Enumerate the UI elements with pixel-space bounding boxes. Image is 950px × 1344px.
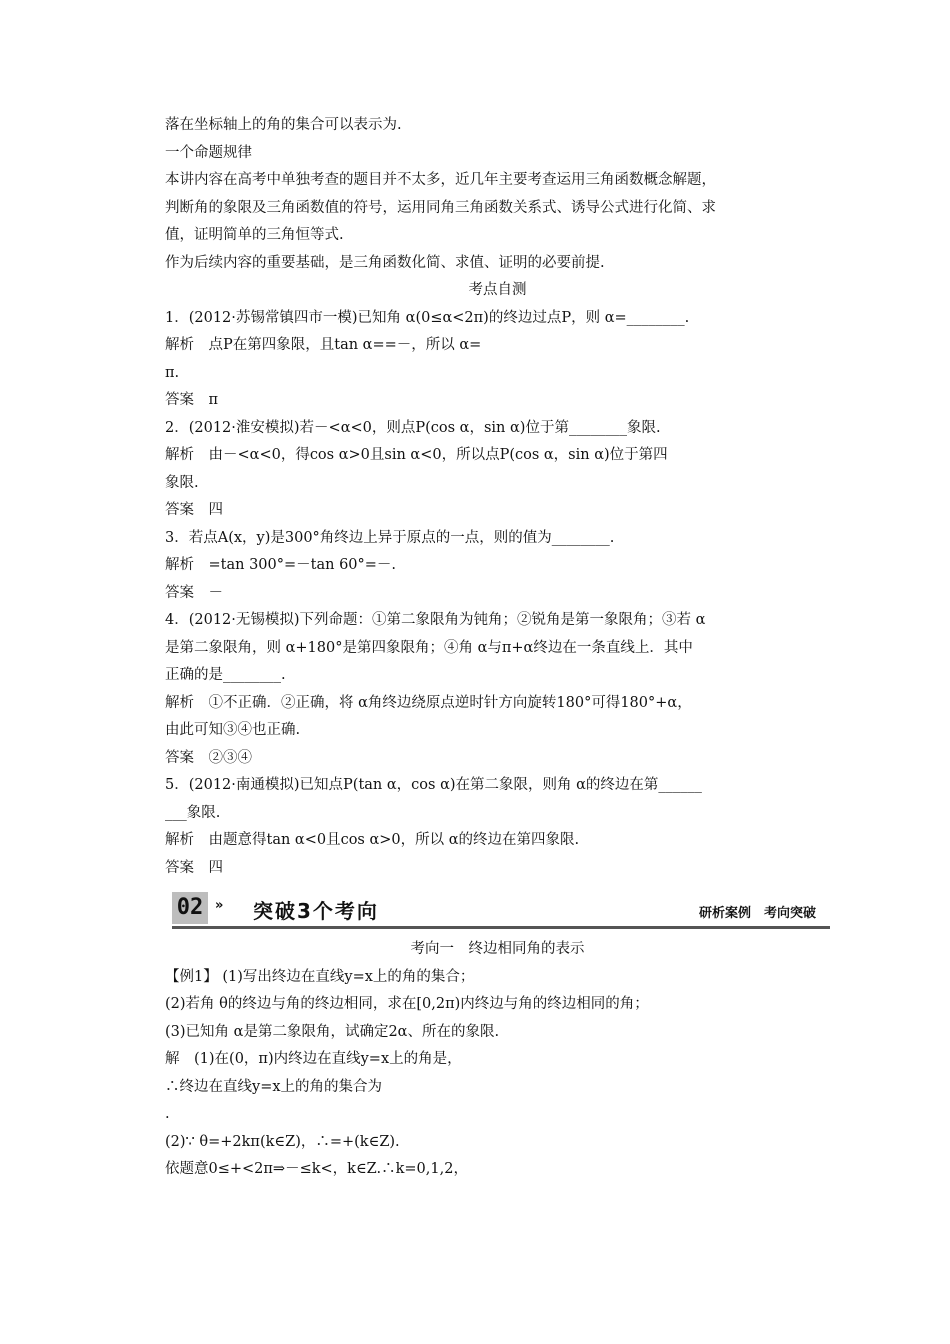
text-line: 解析 由－<α<0，得cos α>0且sin α<0，所以点P(cos α，sin α)位于第四 bbox=[165, 447, 668, 463]
text-line: 2．(2012·淮安模拟)若－<α<0，则点P(cos α，sin α)位于第________象限. bbox=[165, 419, 661, 436]
text-line: 答案 π bbox=[165, 392, 219, 408]
text-line: π. bbox=[165, 364, 180, 381]
text-line: 是第二象限角，则 α+180°是第四象限角；④角 α与π+α终边在一条直线上．其中 bbox=[165, 639, 693, 656]
banner-number: 02 bbox=[172, 892, 208, 924]
text-line: 解析 由题意得tan α<0且cos α>0，所以 α的终边在第四象限. bbox=[165, 832, 580, 848]
intro-block bbox=[165, 112, 830, 277]
text-line: ___象限. bbox=[165, 804, 221, 821]
text-line: 5．(2012·南通模拟)已知点P(tan α，cos α)在第二象限，则角 α的终边在第______ bbox=[165, 777, 702, 793]
section-banner bbox=[165, 890, 830, 930]
banner-subtitle: 研析案例 考向突破 bbox=[698, 906, 816, 921]
text-line: 一个命题规律 bbox=[165, 144, 252, 161]
banner-rule bbox=[172, 926, 830, 929]
text-line: 3．若点A(x，y)是300°角终边上异于原点的一点，则的值为________. bbox=[165, 529, 615, 546]
text-line: . bbox=[165, 1106, 170, 1122]
text-line: ∴终边在直线y=x上的角的集合为 bbox=[165, 1078, 383, 1095]
document-page bbox=[165, 112, 830, 1184]
text-line: 判断角的象限及三角函数值的符号，运用同角三角函数关系式、诱导公式进行化简、求 bbox=[165, 199, 716, 216]
text-line: (3)已知角 α是第二象限角，试确定2α、所在的象限. bbox=[165, 1023, 500, 1040]
text-line: 解析 =tan 300°=－tan 60°=－. bbox=[165, 557, 397, 573]
text-line: (2)若角 θ的终边与角的终边相同，求在[0,2π)内终边与角的终边相同的角； bbox=[165, 996, 649, 1012]
text-line: 【例1】 (1)写出终边在直线y=x上的角的集合； bbox=[165, 968, 475, 985]
text-line: 由此可知③④也正确. bbox=[165, 722, 301, 738]
example-block bbox=[165, 964, 830, 1184]
text-line: 作为后续内容的重要基础，是三角函数化简、求值、证明的必要前提. bbox=[165, 254, 605, 271]
text-line: 答案 四 bbox=[165, 502, 223, 518]
text-line: 1．(2012·苏锡常镇四市一模)已知角 α(0≤α<2π)的终边过点P，则 α=________. bbox=[165, 309, 690, 326]
self-test-block bbox=[165, 305, 830, 883]
text-line: (2)∵ θ=+2kπ(k∈Z)，∴=+(k∈Z). bbox=[165, 1133, 400, 1150]
text-line: 本讲内容在高考中单独考查的题目并不太多，近几年主要考查运用三角函数概念解题， bbox=[165, 172, 716, 188]
text-line: 答案 ②③④ bbox=[165, 749, 252, 766]
double-chevron-icon: » bbox=[215, 898, 224, 913]
section-title: 考点自测 bbox=[468, 282, 527, 298]
text-line: 落在坐标轴上的角的集合可以表示为. bbox=[165, 117, 402, 133]
text-line: 值，证明简单的三角恒等式. bbox=[165, 227, 344, 243]
text-line: 正确的是________. bbox=[165, 667, 286, 683]
text-line: 象限. bbox=[165, 474, 199, 491]
text-line: 4．(2012·无锡模拟)下列命题：①第二象限角为钝角；②锐角是第一象限角；③若 α bbox=[165, 612, 706, 628]
subsection-title: 考向一 终边相同角的表示 bbox=[410, 941, 585, 957]
text-line: 答案 四 bbox=[165, 859, 223, 876]
text-line: 解析 ①不正确．②正确，将 α角终边绕原点逆时针方向旋转180°可得180°+α， bbox=[165, 694, 692, 711]
text-line: 答案 － bbox=[165, 584, 223, 601]
banner-title: 突破3个考向 bbox=[253, 899, 379, 923]
text-line: 解 (1)在(0，π)内终边在直线y=x上的角是， bbox=[165, 1051, 462, 1067]
text-line: 解析 点P在第四象限，且tan α==－，所以 α= bbox=[165, 337, 482, 353]
text-line: 依题意0≤+<2π⇒－≤k<，k∈Z.∴k=0,1,2， bbox=[165, 1161, 468, 1177]
